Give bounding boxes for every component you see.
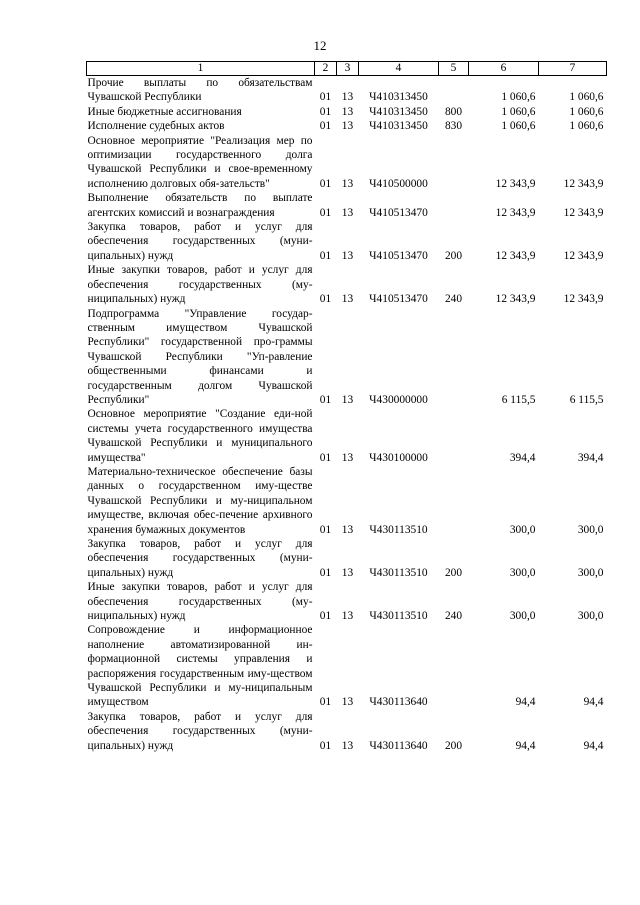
row-c2-cell: 01: [319, 249, 332, 262]
row-name-cell: Иные бюджетные ассигнования: [87, 105, 242, 118]
row-c7-cell: 1 060,6: [569, 105, 604, 118]
row-c2-cell: 01: [319, 293, 332, 306]
row-c6-cell: 1 060,6: [501, 120, 536, 133]
row-c7-cell: 300,0: [577, 566, 604, 579]
table-row: [87, 580, 607, 623]
row-c3-cell: 13: [341, 249, 354, 262]
row-name-cell: Иные закупки товаров, работ и услуг для обеспечения государственных (му-ниципальных) нужд: [87, 581, 313, 623]
row-c7-cell: 12 343,9: [563, 206, 604, 219]
row-c7-cell: 300,0: [577, 523, 604, 536]
table-row: [87, 537, 607, 580]
row-c6-cell: 300,0: [509, 566, 536, 579]
row-c7-cell: 6 115,5: [569, 393, 604, 406]
row-c4-cell: Ч430113510: [369, 523, 428, 536]
row-c5-cell: 200: [444, 249, 463, 262]
row-c6-cell: 1 060,6: [501, 91, 536, 104]
table-row: [87, 134, 607, 192]
row-c7-cell: 394,4: [577, 451, 604, 464]
row-c2-cell: 01: [319, 105, 332, 118]
table-row: [87, 119, 607, 133]
row-c3-cell: 13: [341, 293, 354, 306]
row-c4-cell: Ч430100000: [369, 451, 428, 464]
row-name-cell: Закупка товаров, работ и услуг для обеспечения государственных (муни-ципальных) нужд: [87, 221, 313, 262]
row-name-cell: Основное мероприятие "Реализация мер по оптимизации государственного долга Чувашской Республики и свое-временному исполнению долговых обя-зательств": [87, 134, 313, 190]
row-c6-cell: 94,4: [515, 696, 536, 709]
row-c6-cell: 300,0: [509, 610, 536, 623]
row-c3-cell: 13: [341, 177, 354, 190]
row-c3-cell: 13: [341, 610, 354, 623]
budget-table: [86, 61, 607, 753]
row-name-cell: Материально-техническое обеспечение базы данных о государственном иму-ществе Чувашской Республики и му-ниципальном имуществе, включая обес-печение архивного хранения бумажных документов: [87, 465, 313, 536]
row-c2-cell: 01: [319, 206, 332, 219]
row-c6-cell: 1 060,6: [501, 105, 536, 118]
table-row: [87, 263, 607, 306]
row-c4-cell: Ч410313450: [369, 105, 428, 118]
row-c7-cell: 94,4: [583, 696, 604, 709]
row-c2-cell: 01: [319, 739, 332, 752]
row-c7-cell: 300,0: [577, 610, 604, 623]
row-c4-cell: Ч430113510: [369, 566, 428, 579]
row-name-cell: Исполнение судебных актов: [87, 120, 225, 133]
row-name-cell: Закупка товаров, работ и услуг для обеспечения государственных (муни-ципальных) нужд: [87, 538, 313, 579]
row-c3-cell: 13: [341, 120, 354, 133]
row-c3-cell: 13: [341, 451, 354, 464]
row-c3-cell: 13: [341, 523, 354, 536]
row-c5-cell: 800: [444, 105, 463, 118]
row-c3-cell: 13: [341, 739, 354, 752]
row-c3-cell: 13: [341, 696, 354, 709]
row-c5-cell: [439, 191, 469, 220]
column-header: 3: [337, 62, 359, 76]
row-c4-cell: Ч410513470: [369, 206, 428, 219]
column-header: 2: [315, 62, 337, 76]
table-row: [87, 307, 607, 408]
table-row: [87, 623, 607, 709]
row-c2-cell: 01: [319, 177, 332, 190]
row-c7-cell: 12 343,9: [563, 177, 604, 190]
table-row: [87, 76, 607, 105]
table-row: [87, 220, 607, 263]
row-name-cell: Закупка товаров, работ и услуг для обеспечения государственных (муни-ципальных) нужд: [87, 710, 313, 752]
table-row: [87, 465, 607, 537]
row-c6-cell: 12 343,9: [495, 249, 536, 262]
row-c5-cell: [439, 623, 469, 709]
row-c2-cell: 01: [319, 523, 332, 536]
row-c7-cell: 1 060,6: [569, 91, 604, 104]
row-c5-cell: 830: [444, 120, 463, 133]
column-header: 5: [439, 62, 469, 76]
column-header: 4: [359, 62, 439, 76]
row-c6-cell: 94,4: [515, 739, 536, 752]
row-name-cell: Прочие выплаты по обязательствам Чувашской Республики: [87, 77, 313, 104]
table-header-row: [87, 62, 607, 76]
row-c7-cell: 1 060,6: [569, 120, 604, 133]
row-c2-cell: 01: [319, 696, 332, 709]
column-header: 6: [469, 62, 539, 76]
row-c5-cell: [439, 465, 469, 537]
table-row: [87, 407, 607, 465]
row-c7-cell: 12 343,9: [563, 293, 604, 306]
column-header: 7: [539, 62, 607, 76]
row-c6-cell: 12 343,9: [495, 293, 536, 306]
row-c3-cell: 13: [341, 566, 354, 579]
row-c5-cell: 200: [444, 739, 463, 752]
row-c2-cell: 01: [319, 566, 332, 579]
row-c3-cell: 13: [341, 206, 354, 219]
table-row: [87, 710, 607, 753]
row-c4-cell: Ч430113640: [369, 739, 428, 752]
row-c4-cell: Ч410500000: [369, 177, 428, 190]
row-c4-cell: Ч410313450: [369, 91, 428, 104]
row-c2-cell: 01: [319, 120, 332, 133]
row-c7-cell: 94,4: [583, 739, 604, 752]
row-c5-cell: [439, 407, 469, 465]
row-name-cell: Иные закупки товаров, работ и услуг для обеспечения государственных (му-ниципальных) нужд: [87, 264, 313, 306]
row-c2-cell: 01: [319, 393, 332, 406]
row-name-cell: Подпрограмма "Управление государ-ственным имуществом Чувашской Республики" государственной про-граммы Чувашской Республики "Уп-равление общественными финансами и государственным долгом Чувашской Республики": [87, 307, 313, 406]
row-c4-cell: Ч430113640: [369, 696, 428, 709]
row-c6-cell: 12 343,9: [495, 177, 536, 190]
row-c6-cell: 12 343,9: [495, 206, 536, 219]
row-c5-cell: [439, 76, 469, 105]
row-c5-cell: 240: [444, 293, 463, 306]
row-c6-cell: 394,4: [509, 451, 536, 464]
row-c5-cell: 240: [444, 610, 463, 623]
row-c4-cell: Ч410513470: [369, 293, 428, 306]
column-header: 1: [87, 62, 315, 76]
row-c5-cell: [439, 134, 469, 192]
row-c6-cell: 300,0: [509, 523, 536, 536]
row-c4-cell: Ч430000000: [369, 393, 428, 406]
row-c2-cell: 01: [319, 610, 332, 623]
row-c5-cell: [439, 307, 469, 408]
row-c4-cell: Ч430113510: [369, 610, 428, 623]
row-c5-cell: 200: [444, 566, 463, 579]
row-c2-cell: 01: [319, 451, 332, 464]
row-name-cell: Основное мероприятие "Создание еди-ной системы учета государственного имущества Чувашской Республики и муниципального имущества": [87, 408, 313, 464]
row-c2-cell: 01: [319, 91, 332, 104]
row-c4-cell: Ч410313450: [369, 120, 428, 133]
row-c7-cell: 12 343,9: [563, 249, 604, 262]
row-name-cell: Выполнение обязательств по выплате агентских комиссий и вознаграждения: [87, 192, 313, 219]
table-row: [87, 191, 607, 220]
row-c6-cell: 6 115,5: [501, 393, 536, 406]
row-name-cell: Сопровождение и информационное наполнение автоматизированной ин-формационной системы управления и распоряжения государственным иму-ществом Чувашской Республики и му-ниципальным имуществом: [87, 624, 313, 709]
table-row: [87, 105, 607, 119]
row-c3-cell: 13: [341, 105, 354, 118]
row-c3-cell: 13: [341, 393, 354, 406]
page-number: 12: [313, 38, 327, 53]
row-c3-cell: 13: [341, 91, 354, 104]
row-c4-cell: Ч410513470: [369, 249, 428, 262]
